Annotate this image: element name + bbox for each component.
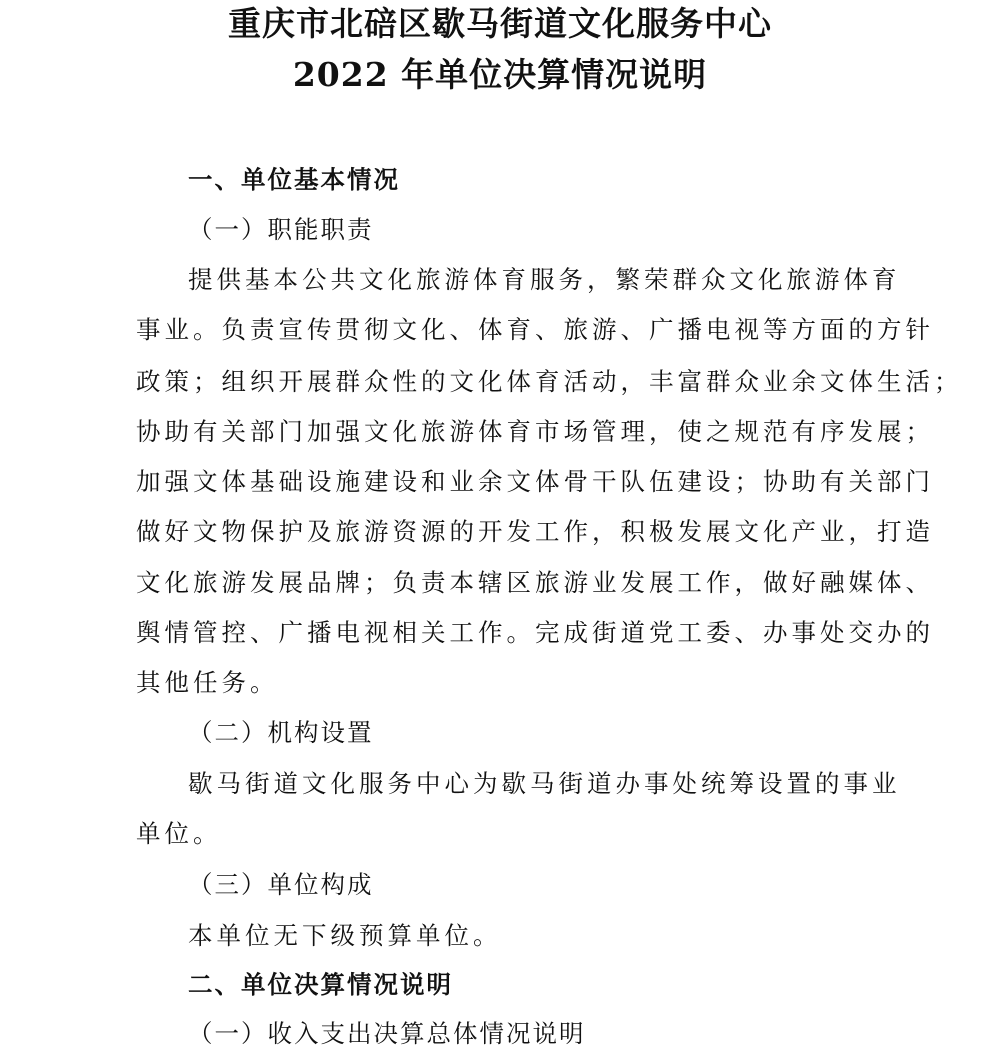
document-title-line-1: 重庆市北碚区歇马街道文化服务中心 (228, 4, 772, 43)
duties-paragraph-line: 文化旅游发展品牌；负责本辖区旅游业发展工作，做好融媒体、 (136, 568, 934, 597)
duties-paragraph-line: 舆情管控、广播电视相关工作。完成街道党工委、办事处交办的 (136, 618, 934, 647)
duties-paragraph-line: 加强文体基础设施建设和业余文体骨干队伍建设；协助有关部门 (136, 467, 934, 496)
duties-paragraph-line: 做好文物保护及旅游资源的开发工作，积极发展文化产业，打造 (136, 517, 934, 546)
composition-paragraph: 本单位无下级预算单位。 (188, 921, 502, 950)
duties-paragraph-line: 协助有关部门加强文化旅游体育市场管理，使之规范有序发展； (136, 417, 934, 446)
org-paragraph-line: 歇马街道文化服务中心为歇马街道办事处统筹设置的事业 (188, 769, 901, 798)
org-paragraph-line: 单位。 (136, 819, 222, 848)
document-title-line-2: 2022 年单位决算情况说明 (292, 55, 708, 94)
section-1-heading: 一、单位基本情况 (188, 165, 400, 194)
subsection-2-heading: （二）机构设置 (188, 718, 374, 747)
subsection-4-heading: （一）收入支出决算总体情况说明 (188, 1019, 586, 1048)
section-2-heading: 二、单位决算情况说明 (188, 970, 453, 999)
duties-paragraph-line: 提供基本公共文化旅游体育服务，繁荣群众文化旅游体育 (188, 265, 901, 294)
subsection-3-heading: （三）单位构成 (188, 870, 374, 899)
duties-paragraph-line: 政策；组织开展群众性的文化体育活动，丰富群众业余文体生活； (136, 367, 963, 396)
duties-paragraph-line: 其他任务。 (136, 668, 279, 697)
subsection-1-heading: （一）职能职责 (188, 215, 374, 244)
duties-paragraph-line: 事业。负责宣传贯彻文化、体育、旅游、广播电视等方面的方针 (136, 315, 934, 344)
